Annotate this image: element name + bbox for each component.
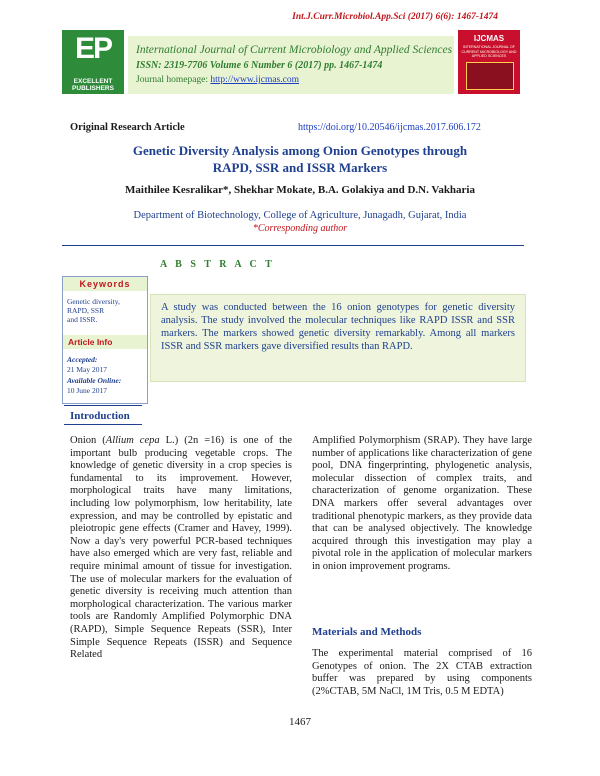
logo-letters: EP (74, 32, 112, 65)
available-date: 10 June 2017 (67, 386, 107, 395)
title-line-2: RAPD, SSR and ISSR Markers (212, 160, 388, 175)
abstract-heading: A B S T R A C T (160, 259, 275, 270)
authors: Maithilee Kesralikar*, Shekhar Mokate, B.A. Golakiya and D.N. Vakharia (125, 184, 475, 196)
keywords-heading: Keywords (63, 277, 147, 291)
accepted-label: Accepted: (67, 355, 98, 364)
intro-paragraph (70, 435, 292, 662)
intro-text-b: L.) (2n =16) is one of the important bulb producing vegetable crops. The knowledge of genetic diversity in a crop species is fundamental to its improvement. However, morphological traits have many limitations, including low polymorphism, low heritability, late expression, and may be controlled by epistatic and pleiotropic gene effects (Cramer and Havey, 1999). Now a day's very powerful PCR-based techniques have also emerged which are very fast, reliable and require minimal amount of tissue for investigation. The use of molecular markers for the evaluation of genetic diversity is receiving much attention than morphological characterization. The various marker tools are Randomly Amplified Polymorphic DNA (RAPD), Simple Sequence Repeats (SSR), Inter Simple Sequence Repeats (ISSR) and Sequence Related (70, 435, 292, 661)
cover-subtitle: INTERNATIONAL JOURNAL OF CURRENT MICROBIOLOGY AND APPLIED SCIENCES (461, 45, 517, 58)
corresponding-author: *Corresponding author (252, 223, 348, 234)
homepage-label: Journal homepage: (136, 75, 211, 85)
journal-homepage (136, 75, 299, 85)
methods-text: The experimental material comprised of 16 Genotypes of onion. The 2X CTAB extraction buffer was prepared by using components (2%CTAB, 5M NaCl, 1M Tris, 0.5 M EDTA) (312, 648, 532, 697)
introduction-column-left (70, 435, 292, 662)
intro-paragraph-2: Amplified Polymorphism (SRAP). They have large number of applications like characterization of gene pool, DNA fingerprinting, phylogenetic analysis, molecular dissection of complex traits, and characterization of genome organization. These DNA markers offer several advantages over traditional phenotypic markers, as they provide data that can be analysed objectively. The knowledge acquired through this investigation may play a pivotal role in the application of molecular markers in onion improvement programs. (312, 435, 532, 572)
homepage-link[interactable]: http://www.ijcmas.com (210, 75, 299, 85)
running-head: Int.J.Curr.Microbiol.App.Sci (2017) 6(6): 1467-1474 (292, 12, 498, 22)
article-title (60, 142, 540, 176)
keyword-item: RAPD, SSR (67, 306, 105, 315)
journal-title: International Journal of Current Microbiology and Applied Sciences (136, 44, 453, 56)
intro-text-a: Onion ( (70, 435, 106, 446)
article-type: Original Research Article (70, 122, 185, 133)
article-info-heading: Article Info (63, 335, 147, 349)
affiliation: Department of Biotechnology, College of Agriculture, Junagadh, Gujarat, India (133, 210, 467, 221)
page-number: 1467 (289, 716, 311, 728)
doi-link[interactable]: https://doi.org/10.20546/ijcmas.2017.606.172 (298, 122, 481, 133)
title-line-1: Genetic Diversity Analysis among Onion Genotypes through (132, 143, 468, 158)
journal-cover (458, 30, 520, 94)
methods-heading: Materials and Methods (312, 626, 422, 638)
publisher-logo (62, 30, 124, 94)
available-label: Available Online: (67, 376, 122, 385)
introduction-heading: Introduction (70, 410, 130, 422)
keyword-item: Genetic diversity, (67, 297, 120, 306)
journal-issn: ISSN: 2319-7706 Volume 6 Number 6 (2017) pp. 1467-1474 (136, 60, 383, 71)
cover-title: IJCMAS (473, 34, 505, 43)
divider (62, 245, 524, 246)
species-name: Allium cepa (105, 435, 160, 446)
logo-text: EXCELLENT PUBLISHERS (72, 78, 114, 92)
cover-image (466, 62, 514, 90)
keyword-item: and ISSR. (67, 315, 98, 324)
accepted-date: 21 May 2017 (67, 365, 107, 374)
article-sidebar (62, 276, 148, 404)
introduction-column-right (312, 435, 532, 574)
abstract-text: A study was conducted between the 16 onion genotypes for genetic diversity analysis. The study involved the molecular techniques like RAPD ISSR and SSR markers. The markers showed genetic diversity remarkably. Among all markers ISSR and SSR markers gave diversified results than RAPD. (150, 294, 526, 382)
